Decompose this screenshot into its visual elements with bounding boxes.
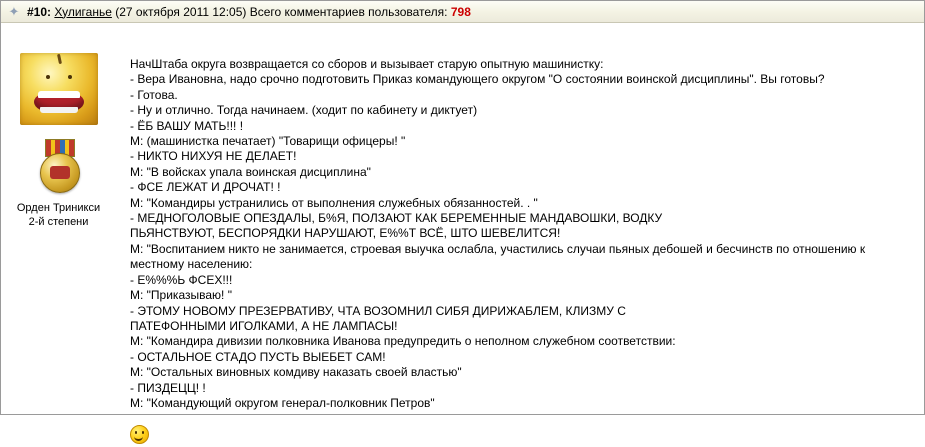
message-line: М: "В войсках упала воинская дисциплина" <box>130 164 371 179</box>
message-line: - НИКТО НИХУЯ НЕ ДЕЛАЕТ! <box>130 149 297 164</box>
message-line: - ЁБ ВАШУ МАТЬ!!! ! <box>130 118 244 133</box>
medal-icon <box>34 139 84 197</box>
avatar-eye-right <box>68 75 72 79</box>
avatar-eye-left <box>46 75 50 79</box>
avatar-stem <box>56 54 61 64</box>
message-line: - ПИЗДЕЦЦ! ! <box>130 380 206 395</box>
post-number: #10: <box>27 4 52 19</box>
avatar-teeth-lower <box>40 107 78 113</box>
header-meta: (27 октября 2011 12:05) Всего комментариев пользователя: <box>115 4 448 19</box>
comment-body <box>1 23 924 447</box>
message-line: ПАТЕФОННЫМИ ИГОЛКАМИ, А НЕ ЛАМПАСЫ! <box>130 318 398 333</box>
message-line: М: "Остальных виновных комдиву наказать своей властью" <box>130 365 462 380</box>
message-line: - ЭТОМУ НОВОМУ ПРЕЗЕРВАТИВУ, ЧТА ВОЗОМНИЛ СИБЯ ДИРИЖАБЛЕМ, КЛИЗМУ С <box>130 303 626 318</box>
avatar <box>20 53 98 125</box>
smiley-icon <box>130 425 149 444</box>
message-line: - ФСЕ ЛЕЖАТ И ДРОЧАТ! ! <box>130 180 281 195</box>
header-text <box>27 5 471 19</box>
comment-count: 798 <box>450 4 471 19</box>
message-line: М: "Командиры устранились от выполнения служебных обязанностей. . " <box>130 195 538 210</box>
message-line: - Вера Ивановна, надо срочно подготовить Приказ командующего округом "О состоянии воинской дисциплины". Вы готовы? <box>130 72 825 87</box>
message-line: - Ну и отлично. Тогда начинаем. (ходит по кабинету и диктует) <box>130 103 478 118</box>
message-line: - Е%%%Ь ФСЕХ!!! <box>130 272 233 287</box>
avatar-teeth-upper <box>38 91 80 98</box>
medal-caption-line2: 2-й степени <box>28 216 89 228</box>
author-link[interactable]: Хулиганье <box>54 4 112 19</box>
message-line: М: "Командира дивизии полковника Иванова предупредить о неполном служебном соответствии: <box>130 334 676 349</box>
sparkle-icon: ✦ <box>8 3 20 19</box>
message-line: - Готова. <box>130 87 178 102</box>
message-line: ПЬЯНСТВУЮТ, БЕСПОРЯДКИ НАРУШАЮТ, Е%%Т ВСЁ, ШТО ШЕВЕЛИТСЯ! <box>130 226 561 241</box>
medal-caption <box>1 201 116 229</box>
message-line: М: "Воспитанием никто не занимается, строевая выучка ослабла, участились случаи пьяных дебошей и бесчинств по отношению к местному населению: <box>130 241 869 272</box>
message-column <box>116 33 924 447</box>
comment-header <box>1 1 924 23</box>
message-line: М: "Командующий округом генерал-полковник Петров" <box>130 395 435 410</box>
smiley-mouth <box>134 434 143 441</box>
medal-caption-line1: Орден Триникси <box>16 202 101 214</box>
user-sidebar <box>1 33 116 447</box>
medal-disc <box>40 153 80 193</box>
message-line: М: "Приказываю! " <box>130 288 232 303</box>
message-line: НачШтаба округа возвращается со сборов и вызывает старую опытную машинистку: <box>130 57 604 71</box>
message-line: - ОСТАЛЬНОЕ СТАДО ПУСТЬ ВЫЕБЕТ САМ! <box>130 349 386 364</box>
message-line: - МЕДНОГОЛОВЫЕ ОПЕЗДАЛЫ, Б%Я, ПОЛЗАЮТ КАК БЕРЕМЕННЫЕ МАНДАВОШКИ, ВОДКУ <box>130 211 663 226</box>
message-line: М: (машинистка печатает) "Товарищи офицеры! " <box>130 134 406 149</box>
